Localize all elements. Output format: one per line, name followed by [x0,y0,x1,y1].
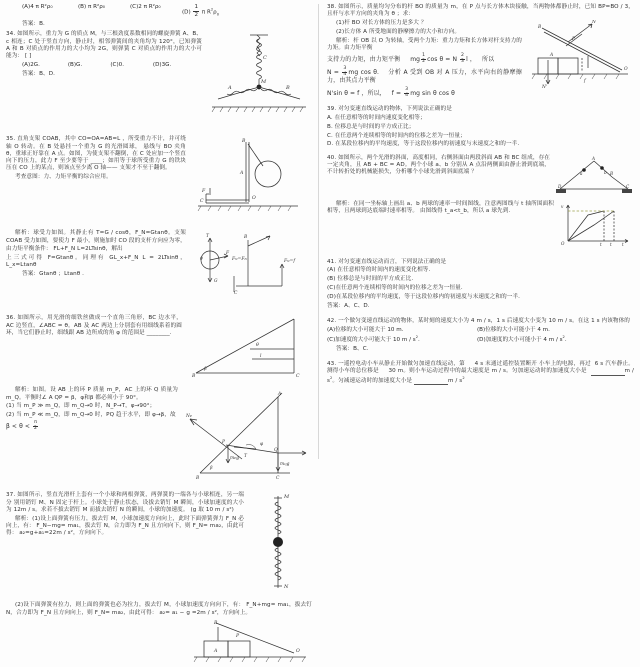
ring-force-analysis-figure [182,387,312,487]
svg-text:b: b [604,169,607,175]
y-axis-label: v [561,203,564,209]
svg-text:C: C [234,291,238,297]
svg-text:F: F [202,189,206,195]
q36-formula: β < θ < $\frac{\pi}{2}$ [6,420,38,432]
three-spring-junction-figure [206,31,312,131]
right-triangle-wire-figure [186,315,312,385]
option-a: (A)2G. [22,61,40,68]
origin-label: O [561,240,565,246]
two-inclines-figure [554,155,634,199]
question-34 [6,31,312,133]
q33-answer: 答案：B. [22,21,45,28]
svg-text:f: f [584,79,586,85]
svg-text:A: A [550,53,554,59]
q38-formula-2: N = $\frac{3}{4}$ mg cos θ. 分析 A 受到 OB 对 A 压力，水平向右的静摩擦力，由其点力平衡 [327,65,522,85]
q39-option-b: B. 位移总是与时间的平方成正比； [327,123,415,130]
svg-text:A: A [228,85,232,92]
svg-text:B: B [610,170,614,176]
q41-option-c: (C)在任意两个连续相等的时间内的位移之差为一恒量. [327,284,463,291]
svg-text:A: A [214,648,218,654]
svg-text:A: A [592,155,596,161]
q42-answer: 答案：B、C. [336,345,369,352]
tick-tb: t [610,241,612,247]
q36-body: 36. 如图所示，用光滑的细铁丝做成一个直角三角形，BC 边水平，AC 边竖直，∠ABC = θ。AB 及 AC 两边上分别套有用细线系着的圆环，当它们静止时，细线跟 AB 边所成的角 φ 的范围是 ________. [6,315,182,336]
svg-text:P: P [236,633,240,639]
three-fourths-fraction: $\frac{3}{4}$ [343,65,347,77]
option-c: (C)0. [110,61,124,68]
question-39 [327,106,634,148]
q42-options-row-1 [327,327,634,334]
svg-text:B: B [242,139,246,145]
q33-options [6,4,312,20]
bracket-and-ball-figure [190,136,312,228]
pi-over-two-fraction: $\frac{\pi}{2}$ [33,420,38,432]
one-half-fraction: $\frac{1}{2}$ [422,53,426,64]
svg-text:A: A [240,171,244,177]
q41-option-b: (B) 位移总是与时间的平方成正比. [327,276,414,283]
q38-sub-1: (1)杆 BO 对长方体的压力是多大 ？ [336,20,427,27]
question-33-tail [6,4,312,28]
q37-body: 37. 如图所示，竖直光滑杆上套有一个小球和两根弹簧，两弹簧的一端各与小球相连，另一端分 别用销钉 M、N 固定于杆上。小球处于静止状态，设拔去销钉 M 瞬间，小球加速度的大小为 12m / s。求若不拔去销钉 M 而拔去销钉 N 的瞬间，小球的加速度。 (g 取 10 m / s²) [6,492,244,513]
svg-text:β: β [210,466,213,472]
q42-option-a: (A)位移的大小可能大于 10 m. [327,326,404,333]
q39-option-d: D. 在某段位移内的平均速度，等于这段位移内的初速度与末速度之和的一半. [327,141,520,148]
option-d: (D)3G. [152,61,172,68]
svg-text:C: C [263,55,267,62]
svg-text:β: β [204,367,207,373]
q41-answer: 答案：A、C、D. [327,302,370,309]
q35-solution-1: 解析：球受力如图。其静止有 T=G / cosθ，F_N=Gtanθ。支架 COAB 受力如图，要使力 F 最小，则施加时 CO 段的支杆方向应为零， [6,230,186,244]
question-43 [327,361,634,385]
svg-text:P: P [572,37,575,43]
svg-text:φ: φ [260,442,264,448]
svg-text:N': N' [542,85,548,91]
svg-text:FN=f: FN=f [284,259,295,265]
q39-option-c: C. 在任意两个连续相等的时间内的位移之差为一恒量； [327,132,466,139]
answer-blank-1[interactable] [591,370,625,376]
question-36 [6,315,312,489]
question-35 [6,136,312,312]
q36-solution-3: (2) 当 m_P ≪ m_Q，即 m_Q→0 时，PQ 趋于水平，即 φ→β，故 [6,412,176,419]
q38-formula-3: N'sin θ = f ，所以， f = $\frac{3}{4}$ mg sin θ cos θ [327,86,455,98]
q36-solution-1: 解析：如图。设 AB 上的环 P 质量 m_P，AC 上的环 Q 质量为 m_Q。平衡时∠ A QP = β，φ和β 都必须小于 90°。 [6,387,178,401]
question-38 [327,4,634,100]
q42-body: 42. 一个做匀变速直线运动的物体，某时刻的速度大小为 4 m / s，1 s 后速度大小变为 10 m / s。在这 1 s 内该物体的 [327,317,630,324]
vertical-rod-springs-figure [248,492,312,600]
question-40 [327,155,634,253]
q38-solution-intro: 解析：杆 OB 以 O 为转轴，受两个力矩：重力力矩和长方体对杆支持力的力矩。由力矩平衡 [327,37,522,51]
option-c: (C)2 π R²ρ₀ [130,4,161,10]
svg-text:mPg: mPg [230,456,240,462]
svg-text:D: D [558,183,562,189]
q43-body: 43. 一遥控电动小车从静止开始做匀加速直线运动，第 4 s 末通过遥控装置断开 小车上的电源，再过 6 s 汽车静止。测得小车的总位移是 30 m。则小车运动过程中的最大速度是 m / s。匀加速运动时的加速度大小是 m / $s^2$。匀减速运动时的加速度大小是 m / $s^2$ [327,361,635,384]
q34-answer: 答案：B、D. [22,70,55,77]
q36-solution-2: (1) 当 m_P ≫ m_Q，即 m_Q→0 时，N_P→T，φ→90°； [6,403,156,410]
svg-text:M: M [284,494,290,501]
svg-text:C: C [276,476,280,482]
option-d: (D) $\frac{1}{2}$ π $R^2\rho_0$ [182,4,219,19]
svg-text:NP: NP [186,414,192,420]
svg-text:B: B [538,25,542,31]
answer-blank-2[interactable] [414,379,448,385]
rod-on-block-incline-figure [526,20,634,98]
question-42 [327,318,634,353]
svg-text:B: B [196,476,200,482]
q35-answer: 答案：Gtanθ ；Ltanθ . [22,271,85,278]
left-column [0,0,318,654]
q38-formula-1: 支持力的力矩，由力矩平衡 mg $\frac{1}{2}$ cos θ = N $\frac{2}{3}$ l ， 所以 [327,53,495,64]
q35-body: 35. 直角支架 COAB，其中 CO=OA=AB=L ，所受重力不计，并可绕轴 O 转动。在 B 处悬挂一个重为 G 的光滑圆球， 悬线与 BO 夹角 θ，重球正好靠在 A 点。如图，为使支架不翻倒，在 C 处应加一个竖直向下的压力，此力 F 至少要等于 ____；如用等于球所受重力 G 的铁块压在 CO 上的某点，则该点至少离 O 轴—— 支架才不至于翻倒。 [6,136,186,172]
svg-text:l: l [260,354,262,360]
q40-body: 40. 如图所示，两个光滑的斜面，高度相同，右侧斜面由两段斜面 AB 和 BC 组成，存在一定夹角，且 AB + BC = AD。两个小球 a、b 分别从 A 点沿两侧面由静止滑到底端，不计转折处的机械能损失，分析哪个小球先滑到斜面底端 ？ [327,154,550,176]
svg-text:N: N [284,584,289,591]
q35-intent: 考查意图：力、力矩平衡的综合应用。 [15,174,112,181]
svg-text:B: B [286,85,290,92]
svg-text:FN=FN: FN=FN [232,257,248,263]
option-a: (A)4 π R²ρ₀ [22,4,53,10]
q38-sub-2: (2)长方体 A 所受地面的静摩擦力的大小和方向。 [336,28,461,35]
svg-text:T: T [244,454,247,460]
svg-text:O: O [296,648,300,654]
svg-text:a: a [580,170,583,176]
q42-option-c: (C)加速度的大小可能大于 10 m / $s^2$. [327,335,420,344]
svg-text:O: O [624,67,628,73]
question-41 [327,259,634,310]
q34-body: 34. 如图所示，重力为 G 的质点 M，与三根劲度系数相同的螺旋弹簧 A、B、c 相连；C 处于竖直方向，静止时，相邻弹簧间的夹角均为 120°，已知弹簧 A 和 B 对质点的作用力的大小均为 2G，则弹簧 C 对质点的作用力的大小可能为： [ ] [6,31,202,60]
svg-text:M: M [261,79,267,86]
q42-option-d: (D)加速度的大小可能小于 4 m / $s^2$. [477,335,567,344]
one-half-fraction: $\frac{1}{2}$ [194,4,199,19]
q39-body: 39. 对匀变速直线运动的物体，下列说法正确的是 [327,106,452,113]
q37-solution-1: 解析：(1)设上面弹簧有压力，拔去钉 M，小球加速度方向向上，此时下面弹簧弹力 F_N 必向上，有： F_N−mg= ma₁，拔去钉 N，合力即为 F_N 且方向向下，则 F_N= ma₂，由此可得： a₂=g+a₁=22m / s²，方向向下。 [6,515,244,537]
svg-text:G: G [214,279,218,285]
option-b: (B) π R²ρ₀ [78,4,106,10]
option-b: (B)G. [67,61,83,68]
q40-solution: 解析：在同一坐标轴上画出 a、b 两球的速率一时间图线，注意两图线与 t 轴所围面积相等，且两球到达底端时速率相等。 由图线得 t_a<t_b，所以 a 球先到. [327,200,554,214]
svg-text:θ: θ [256,343,259,349]
q41-body: 41. 对匀变速直线运动而言，下列说法正确的是 [327,258,447,265]
svg-text:P: P [222,440,225,446]
q38-body: 38. 如图所示，质量均匀分布的杆 BO 的质量为 m，在 P 点与长方体木块接触，当两物体都静止时，已知 BP=BO / 3，且杆与水平方向的夹角为 θ ；求： [327,4,634,18]
svg-text:C: C [296,374,300,380]
svg-text:N: N [592,20,596,26]
three-fourths-fraction-2: $\frac{3}{4}$ [405,86,409,98]
right-column [319,0,640,463]
svg-text:A: A [278,392,282,398]
svg-text:F: F [226,251,230,257]
svg-text:O: O [252,196,256,202]
q41-option-d: (D)在某段位移内的平均速度，等于这段位移内的初速度与末速度之和的一半. [327,293,521,300]
svg-text:B: B [244,235,248,241]
q42-option-b: (B)位移的大小可能小于 4 m. [477,326,550,333]
x-axis-label: t [622,241,624,247]
two-thirds-fraction: $\frac{2}{3}$ [461,53,465,64]
svg-text:T: T [206,234,209,240]
svg-text:B: B [214,620,218,626]
q35-solution-2: 由力矩平衡条件： FL+F_N L=2LTsinθ，解出 [6,246,123,253]
svg-text:θ: θ [200,257,203,263]
q35-solution-3: 上三式可得 F=Gtanθ。同理有 GL_x+F_N L = 2LTsinθ，L_x=Ltanθ [6,255,186,269]
svg-text:B: B [192,374,196,380]
question-37 [6,492,312,667]
velocity-time-graph [558,201,634,251]
q34-options [6,62,202,69]
q41-option-a: (A) 在任意相等的时间内的速度变化相等. [327,267,431,274]
bracket-force-analysis-figure [190,230,312,310]
svg-text:C: C [626,183,630,189]
tick-ta: t [600,241,602,247]
q42-options-row-2 [327,335,634,344]
q39-option-a: A. 在任意相等的时间内速度变化相等； [327,115,426,122]
svg-text:C: C [200,199,204,205]
svg-text:mQg: mQg [280,462,290,468]
rod-on-block-bottom-figure [6,619,312,667]
svg-text:Q: Q [274,448,278,454]
q37-solution-2: (2)设下面弹簧有拉力，则上面的弹簧也必为拉力，拔去钉 M，小球加速度方向向下，有： F_N+mg= ma₁，拔去钉 N，合力即为 F_N 且方向向上，则 F_N= ma₂，由此可得： a₂= a₁ − g =2m / s²，方向向上。 [6,602,312,616]
